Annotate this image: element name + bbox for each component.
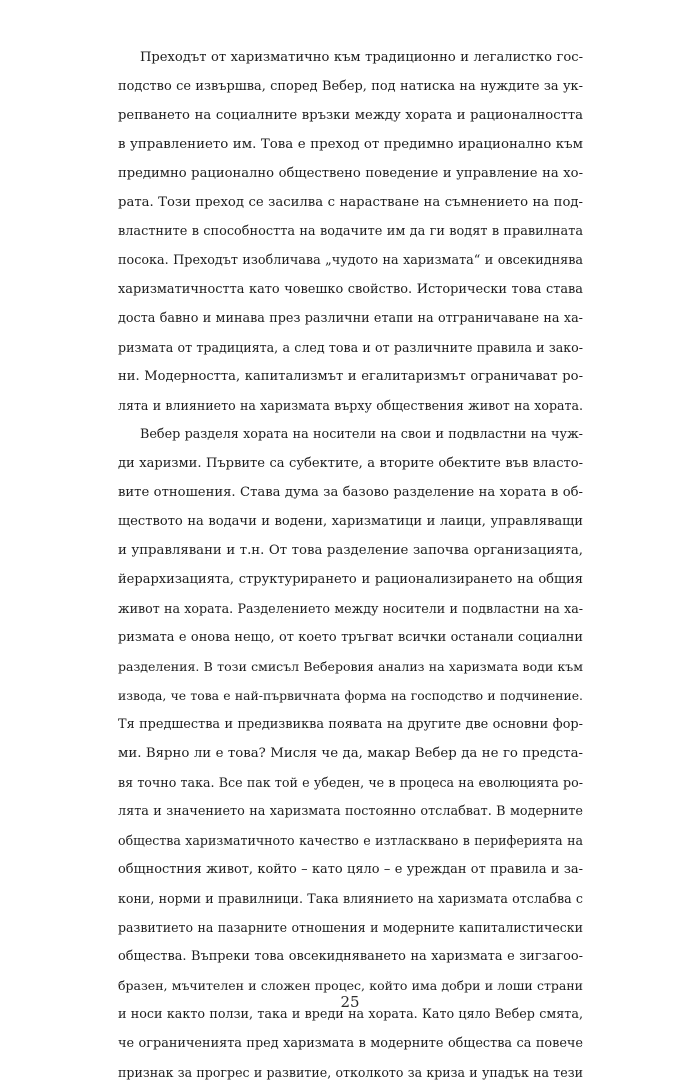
text-line: в управлението им. Това е преход от предимно ирационално към: [118, 137, 583, 152]
text-line: лята и значението на харизмата постоянно отслабват. В модерните: [118, 804, 583, 819]
text-line: и управлявани и т.н. От това разделение започва организацията,: [118, 543, 583, 558]
text-line: признак за прогрес и развитие, отколкото за криза и упадък на тези: [118, 1065, 583, 1080]
text-line: развитието на пазарните отношения и модерните капиталистически: [118, 920, 583, 935]
text-line: ди харизми. Първите са субектите, а вторите обектите във власто-: [118, 456, 583, 471]
text-line: Вебер разделя хората на носители на свои и подвластни на чуж-: [140, 427, 583, 442]
text-line: общества. Въпреки това овсекидняването на харизмата е зигзагоо-: [118, 949, 583, 964]
text-line: ни. Модерността, капитализмът и егалитаризмът ограничават ро-: [118, 369, 583, 384]
text-line: бразен, мъчителен и сложен процес, който има добри и лоши страни: [118, 978, 583, 993]
text-line: ми. Вярно ли е това? Мисля че да, макар Вебер да не го предста-: [118, 746, 583, 761]
text-line: извода, че това е най-първичната форма на господство и подчинение.: [118, 688, 583, 703]
text-line: вите отношения. Става дума за базово разделение на хората в об-: [118, 485, 583, 500]
text-line: живот на хората. Разделението между носители и подвластни на ха-: [118, 601, 583, 616]
text-line: Тя предшества и предизвиква появата на другите две основни фор-: [118, 717, 583, 732]
text-line: че ограниченията пред харизмата в модерните общества са повече: [118, 1036, 583, 1051]
text-line: харизматичността като човешко свойство. Исторически това става: [118, 282, 583, 297]
text-line: ризмата от традицията, а след това и от различните правила и зако-: [118, 340, 583, 355]
text-line: предимно рационално обществено поведение и управление на хо-: [118, 166, 583, 181]
text-line: лята и влиянието на харизмата върху обществения живот на хората.: [118, 398, 583, 413]
text-line: и носи както ползи, така и вреди на хората. Като цяло Вебер смята,: [118, 1007, 583, 1022]
page-number: 25: [340, 993, 360, 1011]
text-line: разделения. В този смисъл Веберовия анализ на харизмата води към: [118, 659, 583, 674]
text-line: кони, норми и правилници. Така влиянието на харизмата отслабва с: [118, 891, 583, 906]
text-line: репването на социалните връзки между хората и рационалността: [118, 108, 583, 123]
text-line: общества харизматичното качество е изтласквано в периферията на: [118, 833, 583, 848]
text-line: общностния живот, който – като цяло – е уреждан от правила и за-: [118, 862, 583, 877]
text-line: ризмата е онова нещо, от което тръгват всички останали социални: [118, 630, 583, 645]
text-line: властните в способността на водачите им да ги водят в правилната: [118, 224, 583, 239]
text-line: вя точно така. Все пак той е убеден, че в процеса на еволюцията ро-: [118, 775, 583, 790]
text-line: йерархизацията, структурирането и рационализирането на общия: [118, 572, 583, 587]
text-line: посока. Преходът изобличава „чудото на харизмата“ и овсекиднява: [118, 253, 583, 268]
text-line: рата. Този преход се засилва с нарастване на съмнението на под-: [118, 195, 583, 210]
body-text: [118, 43, 583, 1087]
text-line: подство се извършва, според Вебер, под натиска на нуждите за ук-: [118, 79, 583, 94]
text-line: доста бавно и минава през различни етапи на отграничаване на ха-: [118, 311, 583, 326]
text-line: Преходът от харизматично към традиционно и легалистко гос-: [140, 50, 583, 65]
text-line: ществото на водачи и водени, харизматици и лаици, управляващи: [118, 514, 583, 529]
